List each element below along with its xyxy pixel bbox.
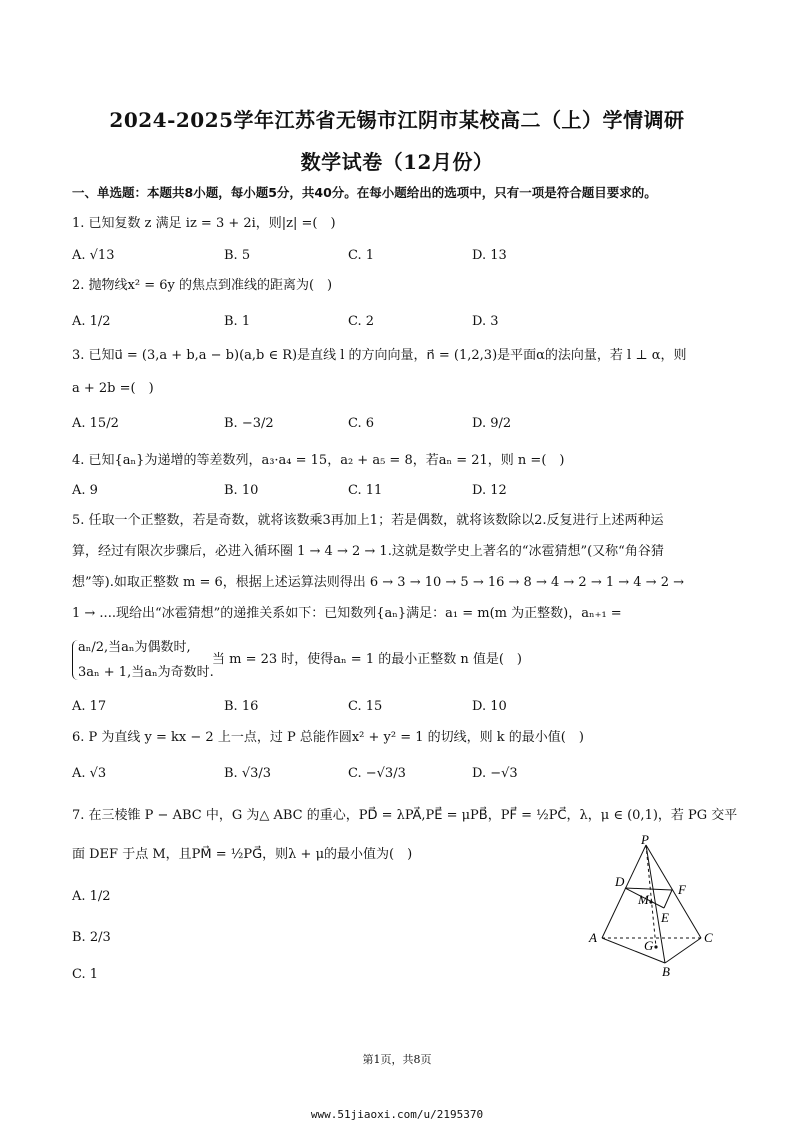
label-p: P <box>641 832 649 847</box>
q2-option-b: B. 1 <box>224 314 251 329</box>
q4-option-c: C. 11 <box>348 483 383 498</box>
paper-title: 2024-2025学年江苏省无锡市江阴市某校高二（上）学情调研 <box>109 108 685 132</box>
question-5-stem-line-2: 算，经过有限次步骤后，必进入循环圈 1 → 4 → 2 → 1.这就是数学史上著名的“冰雹猜想”(又称“角谷猜 <box>72 544 664 559</box>
q3-option-d: D. 9/2 <box>472 416 512 431</box>
question-5-stem-line-5: 当 m = 23 时，使得aₙ = 1 的最小正整数 n 值是( ) <box>212 652 523 667</box>
question-5-piecewise-odd: 3aₙ + 1,当aₙ为奇数时. <box>78 665 214 680</box>
question-3-stem-line-1: 3. 已知u⃗ = (3,a + b,a − b)(a,b ∈ R)是直线 l 的方向向量，n⃗ = (1,2,3)是平面α的法向量，若 l ⊥ α，则 <box>72 348 687 363</box>
q3-option-a: A. 15/2 <box>72 416 119 431</box>
label-g: G <box>644 938 654 953</box>
question-3-stem-line-2: a + 2b =( ) <box>72 381 154 396</box>
q6-option-d: D. −√3 <box>472 766 518 781</box>
label-e: E <box>661 910 669 925</box>
question-4-stem: 4. 已知{aₙ}为递增的等差数列，a₃·a₄ = 15，a₂ + a₅ = 8，若aₙ = 21，则 n =( ) <box>72 453 565 468</box>
q2-option-a: A. 1/2 <box>72 314 111 329</box>
label-d: D <box>615 874 625 889</box>
q6-option-c: C. −√3/3 <box>348 766 406 781</box>
q1-option-b: B. 5 <box>224 248 251 263</box>
q6-option-a: A. √3 <box>72 766 107 781</box>
question-5-stem-line-1: 5. 任取一个正整数，若是奇数，就将该数乘3再加上1；若是偶数，就将该数除以2.反复进行上述两种运 <box>72 513 664 528</box>
q4-option-a: A. 9 <box>72 483 98 498</box>
label-a: A <box>589 930 597 945</box>
q4-option-d: D. 12 <box>472 483 507 498</box>
q1-option-c: C. 1 <box>348 248 375 263</box>
q1-option-d: D. 13 <box>472 248 507 263</box>
question-5-piecewise-even: aₙ/2,当aₙ为偶数时, <box>78 640 191 655</box>
question-7-stem-line-2: 面 DEF 于点 M，且PM⃗ = ½PG⃗，则λ + μ的最小值为( ) <box>72 847 413 862</box>
q6-option-b: B. √3/3 <box>224 766 272 781</box>
q3-option-b: B. −3/2 <box>224 416 274 431</box>
q7-option-b: B. 2/3 <box>72 930 111 945</box>
q7-option-a: A. 1/2 <box>72 889 111 904</box>
question-7-stem-line-1: 7. 在三棱锥 P − ABC 中，G 为△ ABC 的重心，PD⃗ = λPA⃗,PE⃗ = μPB⃗，PF⃗ = ½PC⃗，λ，μ ∈ (0,1)，若 PG 交平 <box>72 808 738 823</box>
q5-option-b: B. 16 <box>224 699 259 714</box>
q5-option-d: D. 10 <box>472 699 507 714</box>
q2-option-c: C. 2 <box>348 314 375 329</box>
label-c: C <box>704 930 713 945</box>
q7-option-c: C. 1 <box>72 967 99 982</box>
question-1-stem: 1. 已知复数 z 满足 iz = 3 + 2i，则|z| =( ) <box>72 216 336 231</box>
watermark-url: www.51jiaoxi.com/u/2195370 <box>310 1108 484 1121</box>
label-m: M <box>638 892 649 907</box>
question-5-stem-line-4: 1 → ....现给出“冰雹猜想”的递推关系如下：已知数列{aₙ}满足：a₁ = m(m 为正整数)，aₙ₊₁ = <box>72 606 622 621</box>
label-b: B <box>662 964 670 979</box>
question-2-stem: 2. 抛物线x² = 6y 的焦点到准线的距离为( ) <box>72 278 333 293</box>
q5-option-a: A. 17 <box>72 699 107 714</box>
page-footer: 第1页，共8页 <box>362 1053 432 1066</box>
q2-option-d: D. 3 <box>472 314 499 329</box>
q3-option-c: C. 6 <box>348 416 375 431</box>
question-6-stem: 6. P 为直线 y = kx − 2 上一点，过 P 总能作圆x² + y² = 1 的切线，则 k 的最小值( ) <box>72 730 584 745</box>
q4-option-b: B. 10 <box>224 483 259 498</box>
tetrahedron-figure <box>585 830 725 980</box>
paper-subtitle: 数学试卷（12月份） <box>300 150 494 174</box>
q1-option-a: A. √13 <box>72 248 115 263</box>
question-5-stem-line-3: 想”等).如取正整数 m = 6，根据上述运算法则得出 6 → 3 → 10 → 5 → 16 → 8 → 4 → 2 → 1 → 4 → 2 → <box>72 575 684 590</box>
q5-option-c: C. 15 <box>348 699 383 714</box>
label-f: F <box>678 882 686 897</box>
section-heading: 一、单选题：本题共8小题，每小题5分，共40分。在每小题给出的选项中，只有一项是符合题目要求的。 <box>72 185 657 200</box>
